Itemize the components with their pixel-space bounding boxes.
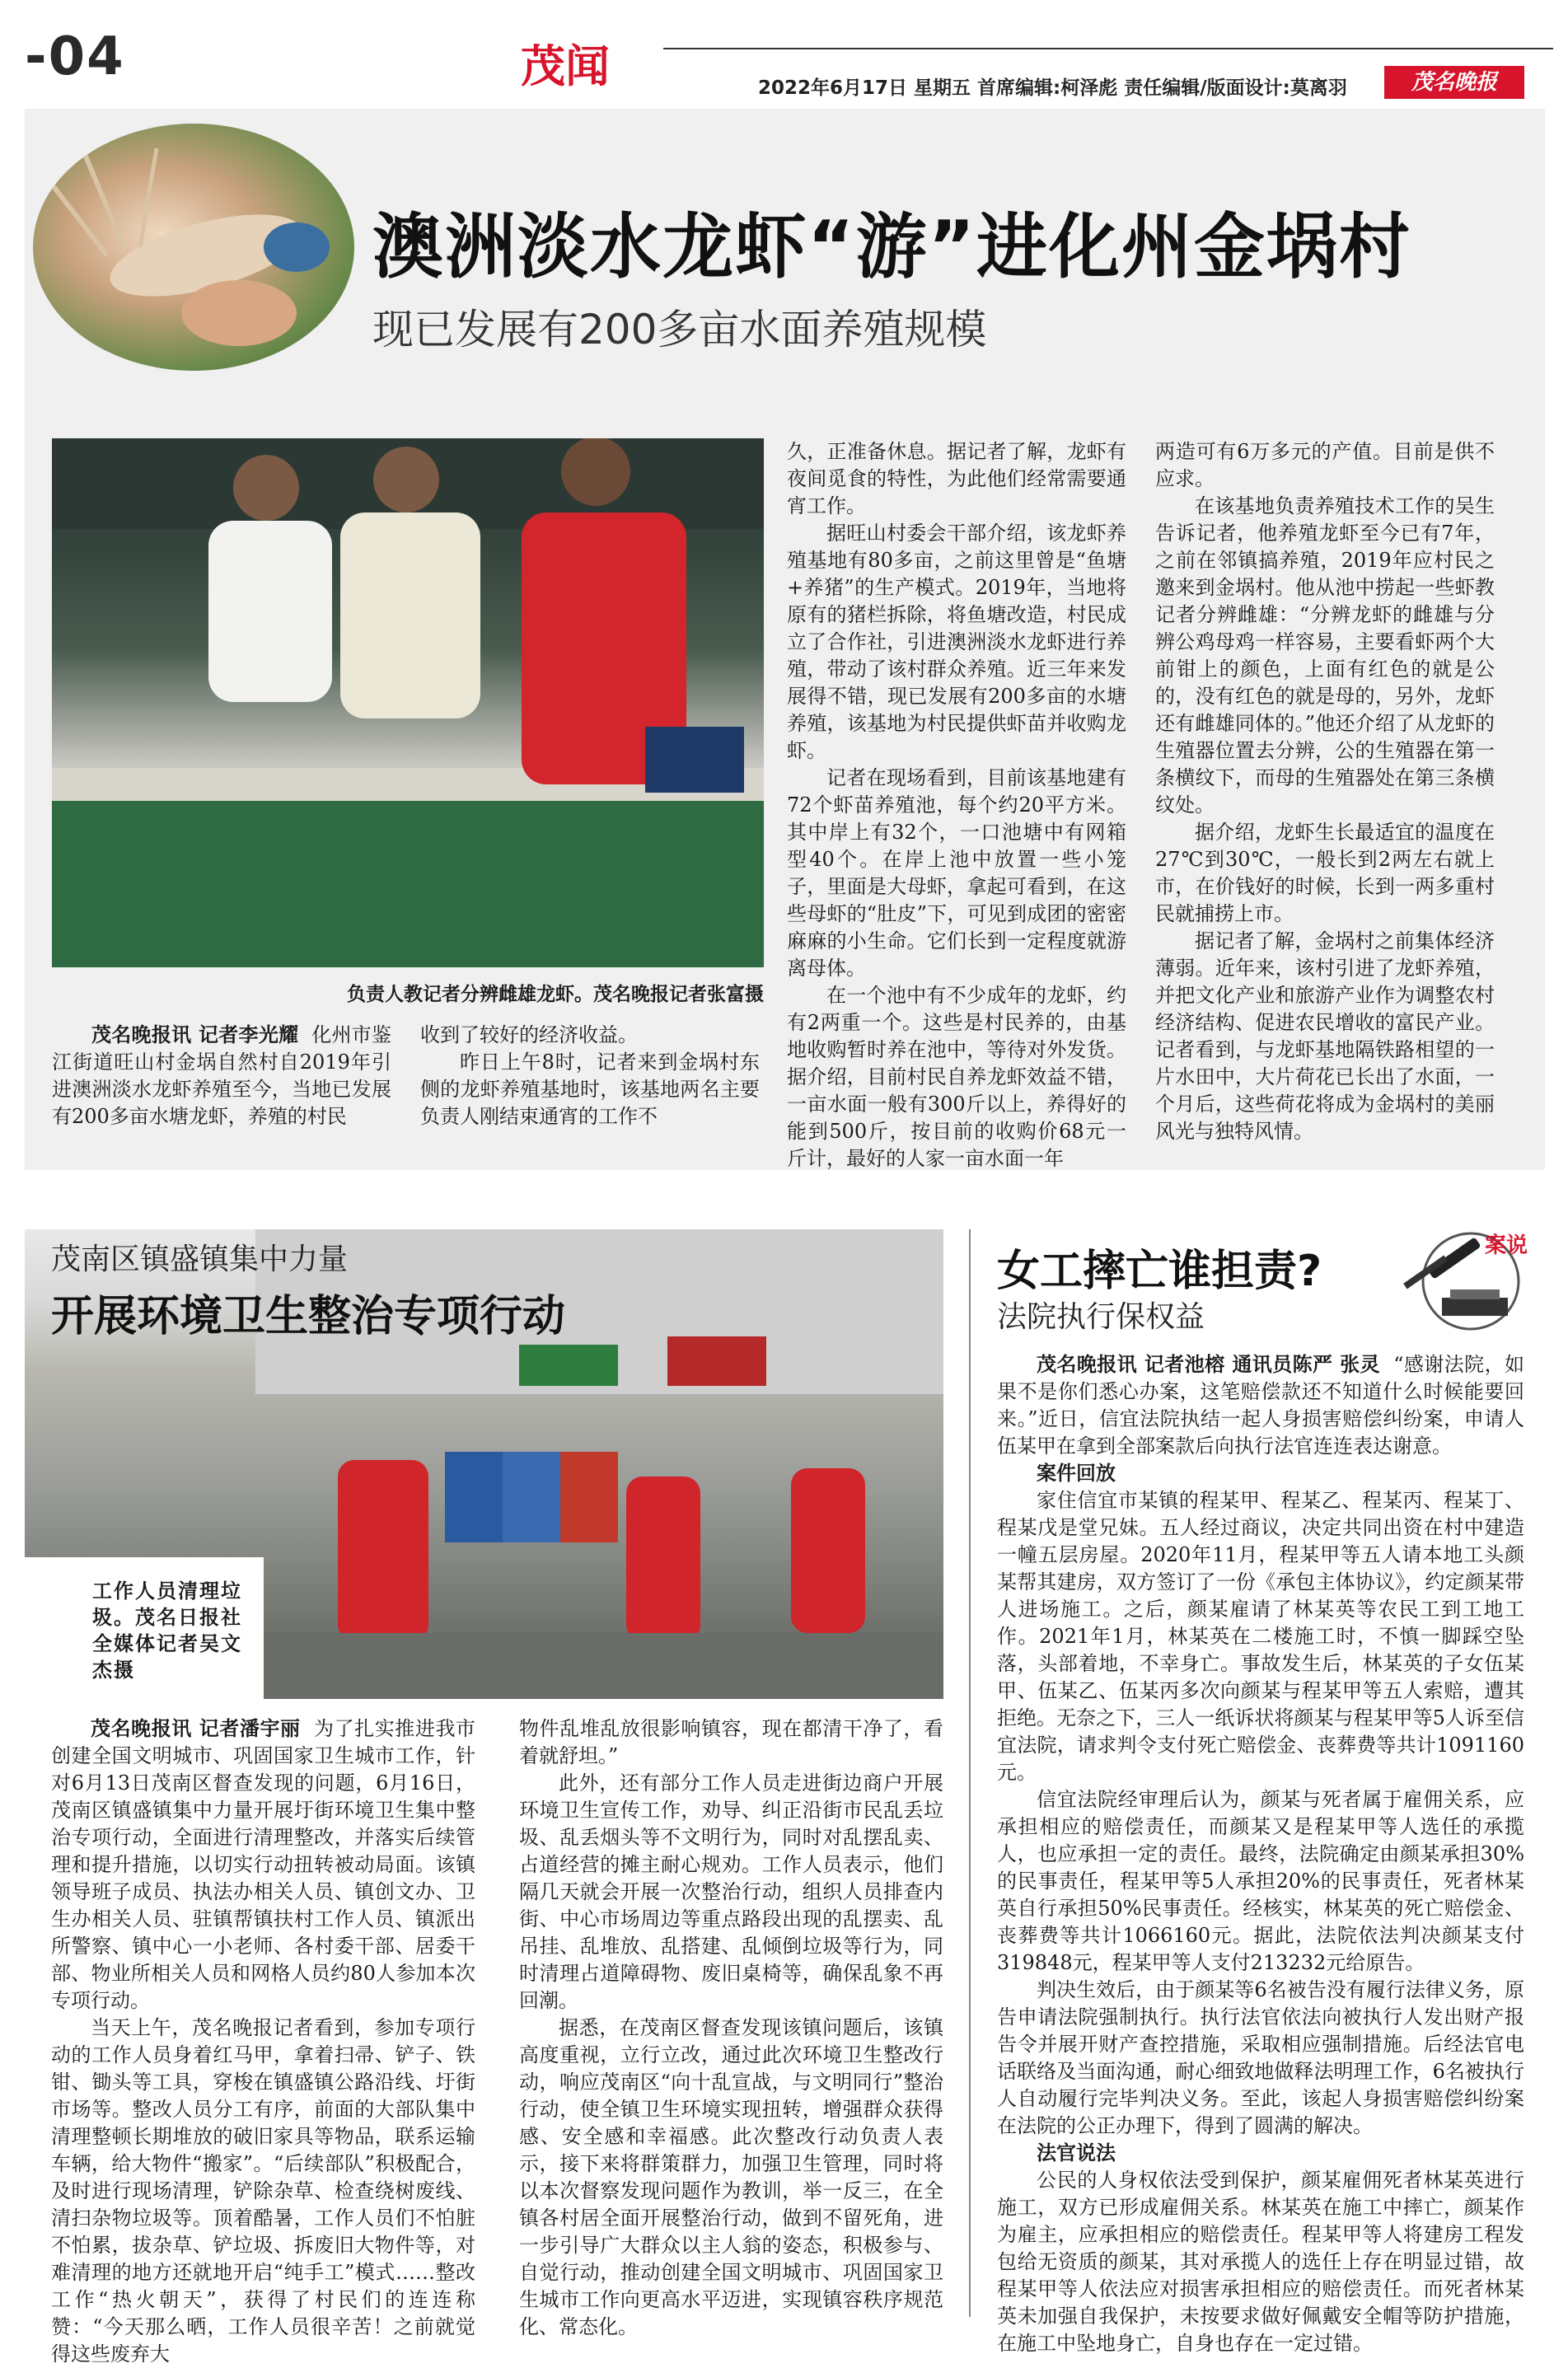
crayfish-photo [33, 124, 354, 371]
story1-subhead: 现已发展有200多亩水面养殖规模 [372, 306, 987, 353]
paragraph: 昨日上午8时，记者来到金埚村东侧的龙虾养殖基地时，该基地两名主要负责人刚结束通宵的工作不 [420, 1051, 760, 1128]
section-title: 茂闻 [521, 40, 610, 92]
newspaper-logo: 茂名晚报 [1384, 66, 1524, 99]
paragraph: 据旺山村委会干部介绍，该龙虾养殖基地有80多亩，之前这里曾是“鱼塘+养猪”的生产模式。2019年，当地将原有的猪栏拆除，将鱼塘改造，村民成立了合作社，引进澳洲淡水龙虾进行养殖，带动了该村群众养殖。近三年来发展得不错，现已发展有200多亩的水塘养殖，该基地为村民提供虾苗并收购龙虾。 [787, 522, 1126, 762]
paragraph: 公民的人身权依法受到保护，颜某雇佣死者林某英进行施工，双方已形成雇佣关系。林某英在施工中摔亡，颜某作为雇主，应承担相应的赔偿责任。程某甲等人将建房工程发包给无资质的颜某，其对承揽人的选任上存在明显过错，故程某甲等人依法应对损害承担相应的赔偿责任。而死者林某英未加强自我保护，未按要求做好佩戴安全帽等防护措施，在施工中坠地身亡，自身也存在一定过错。 [997, 2169, 1524, 2355]
paragraph: 两造可有6万多元的产值。目前是供不应求。 [1155, 440, 1495, 490]
paragraph: 据记者了解，金埚村之前集体经济薄弱。近年来，该村引进了龙虾养殖，并把文化产业和旅游产业作为调整农村经济结构、促进农民增收的富民产业。记者看到，与龙虾基地隔铁路相望的一片水田中，大片荷花已长出了水面，一个月后，这些荷花将成为金埚村的美丽风光与独特风情。 [1155, 929, 1495, 1143]
story2-lead-text: 为了扎实推进我市创建全国文明城市、巩固国家卫生城市工作，针对6月13日茂南区督查发现的问题，6月16日，茂南区镇盛镇集中力量开展圩街环境卫生集中整治专项行动，全面进行清理整改，并落实后续管理和提升措施，以切实行动扭转被动局面。该镇领导班子成员、执法办相关人员、镇创文办、卫生办相关人员、驻镇帮镇扶村工作人员、镇派出所警察、镇中心一小老师、各村委干部、居委干部、物业所相关人员和网格人员约80人参加本次专项行动。 [51, 1717, 476, 2012]
story3-subtitle: 法院执行保权益 [997, 1300, 1205, 1334]
story1-col1 [52, 1022, 391, 1130]
story2-byline: 茂名晚报讯 记者潘宇丽 [91, 1717, 301, 1740]
column-divider [969, 1229, 971, 2317]
story1-col3 [787, 438, 1126, 1172]
story3-byline: 茂名晚报讯 记者池榕 通讯员陈严 张灵 [1037, 1353, 1381, 1376]
gavel-icon [1392, 1219, 1541, 1343]
case-badge: 案说 [1485, 1233, 1528, 1258]
section-heading: 案件回放 [1037, 1462, 1116, 1485]
story1-headline: 澳洲淡水龙虾“游”进化州金埚村 [372, 206, 1412, 288]
paragraph: 在该基地负责养殖技术工作的吴生告诉记者，他养殖龙虾至今已有7年，之前在邻镇搞养殖，2019年应村民之邀来到金埚村。他从池中捞起一些虾教记者分辨雌雄：“分辨龙虾的雌雄与分辨公鸡母鸡一样容易，主要看虾两个大前钳上的颜色，上面有红色的就是公的，没有红色的就是母的，另外，龙虾还有雌雄同体的。”他还介绍了从龙虾的生殖器位置去分辨，公的生殖器在第一条横纹下，而母的生殖器处在第三条横纹处。 [1155, 494, 1495, 817]
story3-body [997, 1351, 1524, 2357]
story1-col1-text: 化州市鉴江街道旺山村金埚自然村自2019年引进澳洲淡水龙虾养殖至今，当地已发展有200多亩水塘龙虾，养殖的村民 [52, 1023, 392, 1128]
story1-col2 [420, 1022, 760, 1130]
paragraph: 信宜法院经审理后认为，颜某与死者属于雇佣关系，应承担相应的赔偿责任，而颜某又是程某甲等人选任的承揽人，也应承担一定的责任。最终，法院确定由颜某承担30%的民事责任，程某甲等5人承担20%的民事责任，死者林某英自行承担50%民事责任。经核实，林某英的死亡赔偿金、丧葬费等共计1066160元。据此，法院依法判决颜某支付319848元，程某甲等人支付213232元给原告。 [997, 1788, 1524, 1974]
story2-title: 开展环境卫生整治专项行动 [51, 1292, 566, 1341]
paragraph: 物件乱堆乱放很影响镇容，现在都清干净了，看着就舒坦。” [519, 1717, 943, 1767]
paragraph: 记者在现场看到，目前该基地建有72个虾苗养殖池，每个约20平方米。其中岸上有32个，一口池塘中有网箱型40个。在岸上池中放置一些小笼子，里面是大母虾，拿起可看到，在这些母虾的“肚皮”下，可见到成团的密密麻麻的小生命。它们长到一定程度就游离母体。 [787, 766, 1126, 980]
story3-title: 女工摔亡谁担责? [997, 1247, 1322, 1296]
story1-photo [52, 438, 764, 967]
story2-col2 [519, 1715, 943, 2341]
story1-photo-caption: 负责人教记者分辨雌雄龙虾。茂名晚报记者张富摄 [347, 984, 764, 1005]
paragraph: 久，正准备休息。据记者了解，龙虾有夜间觅食的特性，为此他们经常需要通宵工作。 [787, 440, 1126, 517]
paragraph: 在一个池中有不少成年的龙虾，约有2两重一个。这些是村民养的，由基地收购暂时养在池中，等待对外发货。据介绍，目前村民自养龙虾效益不错，一亩水面一般有300斤以上，养得好的能到500斤，按目前的收购价68元一斤计，最好的人家一亩水面一年 [787, 984, 1126, 1170]
story2-photo-caption: 工作人员清理垃圾。茂名日报社全媒体记者吴文杰摄 [92, 1579, 242, 1682]
paragraph: 据悉，在茂南区督查发现该镇问题后，该镇高度重视，立行立改，通过此次环境卫生整改行动，响应茂南区“向十乱宣战，与文明同行”整治行动，使全镇卫生环境实现扭转，增强群众获得感、安全感和幸福感。此次整改行动负责人表示，接下来将群策群力，加强卫生管理，同时将以本次督察发现问题作为教训，举一反三，在全镇各村居全面开展整治行动，做到不留死角，进一步引导广大群众以主人翁的姿态，积极参与、自觉行动，推动创建全国文明城市、巩固国家卫生城市工作向更高水平迈进，实现镇容秩序规范化、常态化。 [519, 2016, 943, 2338]
paragraph: 判决生效后，由于颜某等6名被告没有履行法律义务，原告申请法院强制执行。执行法官依法向被执行人发出财产报告令并展开财产查控措施，采取相应强制措施。后经法官电话联络及当面沟通，耐心细致地做释法明理工作，6名被执行人自动履行完毕判决义务。至此，该起人身损害赔偿纠纷案在法院的公正办理下，得到了圆满的解决。 [997, 1978, 1524, 2137]
section-heading: 法官说法 [1037, 2141, 1116, 2164]
header-rule [663, 48, 1553, 49]
story2-col1 [51, 1715, 475, 2368]
story1-col4 [1155, 438, 1495, 1145]
issue-meta: 2022年6月17日 星期五 首席编辑:柯泽彪 责任编辑/版面设计:莫离羽 [758, 77, 1347, 99]
page-number: -04 [25, 26, 125, 87]
story1-byline: 茂名晚报讯 记者李光耀 [91, 1023, 299, 1046]
paragraph: 据介绍，龙虾生长最适宜的温度在27℃到30℃，一般长到2两左右就上市，在价钱好的时候，长到一两多重村民就捕捞上市。 [1155, 821, 1495, 925]
paragraph: 家住信宜市某镇的程某甲、程某乙、程某丙、程某丁、程某戊是堂兄妹。五人经过商议，决定共同出资在村中建造一幢五层房屋。2020年11月，程某甲等五人请本地工头颜某帮其建房，双方签订了一份《承包主体协议》，约定颜某带人进场施工。之后，颜某雇请了林某英等农民工到工地工作。2021年1月，林某英在二楼施工时，不慎一脚踩空坠落，头部着地，不幸身亡。事故发生后，林某英的子女伍某甲、伍某乙、伍某丙多次向颜某与程某甲等五人索赔，遭其拒绝。无奈之下，三人一纸诉状将颜某与程某甲等5人诉至信宜法院，请求判令支付死亡赔偿金、丧葬费等共计1091160元。 [997, 1489, 1524, 1784]
paragraph: 收到了较好的经济收益。 [420, 1023, 638, 1046]
story3-intro: “感谢法院，如果不是你们悉心办案，这笔赔偿款还不知道什么时候能要回来。”近日，信宜法院执结一起人身损害赔偿纠纷案，申请人伍某甲在拿到全部案款后向执行法官连连表达谢意。 [997, 1353, 1524, 1458]
paragraph: 当天上午，茂名晚报记者看到，参加专项行动的工作人员身着红马甲，拿着扫帚、铲子、铁钳、锄头等工具，穿梭在镇盛镇公路沿线、圩街市场等。整改人员分工有序，前面的大部队集中清理整顿长期堆放的破旧家具等物品，联系运输车辆，给大物件“搬家”。“后续部队”积极配合，及时进行现场清理，铲除杂草、检查绕树废线、清扫杂物垃圾等。顶着酷暑，工作人员们不怕脏不怕累，拔杂草、铲垃圾、拆废旧大物件等，对难清理的地方还就地开启“纯手工”模式……整改工作“热火朝天”，获得了村民们的连连称赞：“今天那么晒，工作人员很辛苦！之前就觉得这些废弃大 [51, 2016, 475, 2366]
story2-kicker: 茂南区镇盛镇集中力量 [51, 1242, 349, 1276]
paragraph: 此外，还有部分工作人员走进街边商户开展环境卫生宣传工作，劝导、纠正沿街市民乱丢垃圾、乱丢烟头等不文明行为，同时对乱摆乱卖、占道经营的摊主耐心规劝。工作人员表示，他们隔几天就会开展一次整治行动，组织人员排查内街、中心市场周边等重点路段出现的乱摆卖、乱吊挂、乱堆放、乱搭建、乱倾倒垃圾等行为，同时清理占道障碍物、废旧桌椅等，确保乱象不再回潮。 [519, 1771, 943, 2012]
